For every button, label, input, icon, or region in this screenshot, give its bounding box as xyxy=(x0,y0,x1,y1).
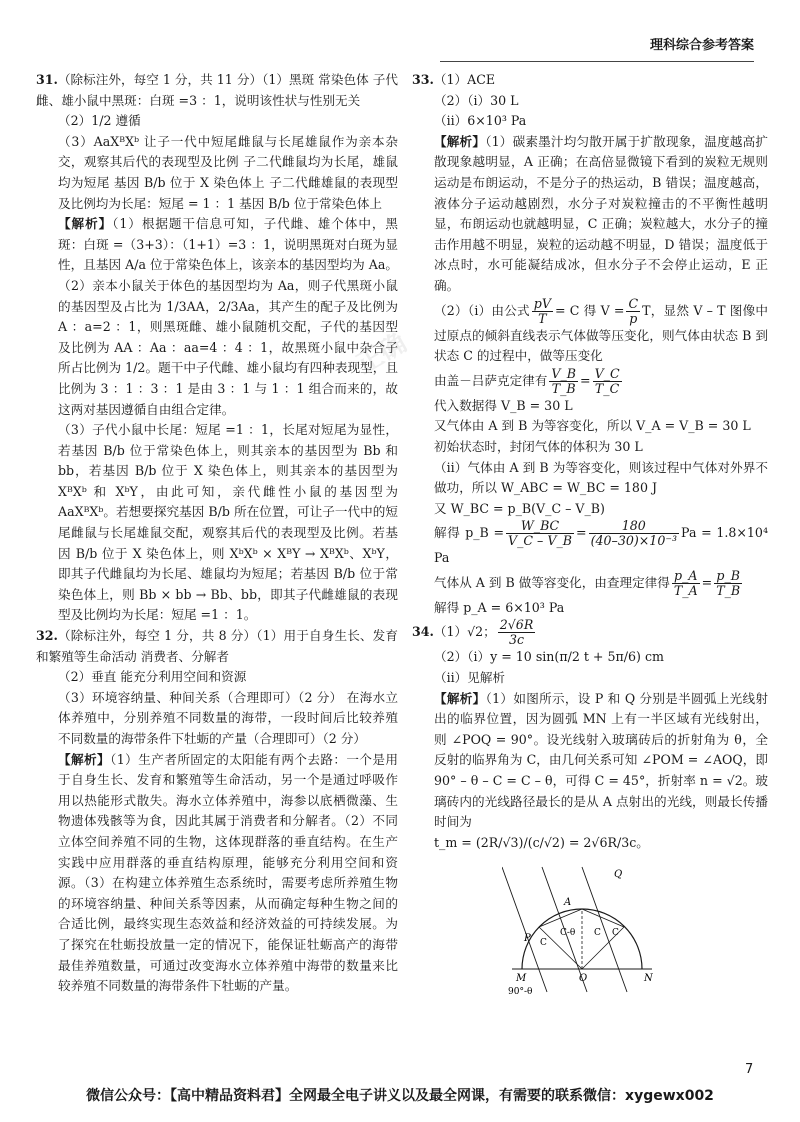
q33-gaylussac: 由盖－吕萨克定律有 $\frac{V\_B}{T\_B}$ = $\frac{V\_C}{T\_C}$ xyxy=(434,365,620,396)
q33-initial: 初始状态时，封闭气体的体积为 30 L xyxy=(434,438,643,454)
footer-notice: 微信公众号：【高中精品资料君】全网最全电子讲义以及最全网课，有需要的联系微信：xygewx002 xyxy=(86,1088,714,1104)
q33-number: 33. xyxy=(412,72,434,87)
label-c1: C xyxy=(594,928,601,939)
q33-ii-3: 解得 p_B = $\frac{W\_BC}{V\_C - V\_B}$ = $\frac{180}{\text{(40–30)×10⁻³}}$ Pa = 1.8×10⁴ Pa xyxy=(434,518,768,566)
label-q: Q xyxy=(614,869,623,881)
analysis-label: 【解析】 xyxy=(58,751,111,767)
q33-ii-5: 解得 p_A = 6×10³ Pa xyxy=(434,599,565,615)
optics-diagram xyxy=(502,857,662,997)
fraction-c-p: $\frac{C}{p}$ xyxy=(628,295,639,326)
q32-line1: 32.（除标注外，每空 1 分，共 8 分）（1）用于自身生长、发育和繁殖等生命活动 消费者、分解者 xyxy=(36,628,398,664)
q31-line2: （2）1/2 遵循 xyxy=(58,113,141,129)
label-c3: C xyxy=(540,938,547,949)
analysis-label: 【解析】 xyxy=(434,133,486,149)
label-p: P xyxy=(524,933,531,945)
q34-line3: （ⅱ）见解析 xyxy=(434,670,506,686)
fraction-2sqrt6r-3c: $\frac{2√6R}{3c}$ xyxy=(499,617,534,648)
fraction-pb-tb: $\frac{p\_B}{T\_B}$ xyxy=(716,567,741,598)
label-c2: C xyxy=(612,928,619,939)
label-90-theta: 90°-θ xyxy=(508,987,533,998)
fraction-vc-tc: $\frac{V\_C}{T\_C}$ xyxy=(594,365,620,396)
label-a: A xyxy=(564,897,572,909)
q33-analysis1: 【解析】（1）碳素墨汁均匀散开属于扩散现象，温度越高扩散现象越明显，A 正确；在高倍显微镜下看到的炭粒无规则运动是布朗运动，不是分子的热运动，B 错误；温度越高，液体分子运动越剧烈，水分子对炭粒撞击的不平衡性越明显，布朗运动也就越明显，C 正确；炭粒越大，水分子的撞击作用越不明显，炭粒的运动越不明显，D 错误；温度低于冰点时，水可能凝结成冰，但水分子不会停止运动，E 正确。 xyxy=(434,133,768,293)
q33-isochoric: 又气体由 A 到 B 为等容变化，所以 V_A = V_B = 30 L xyxy=(434,418,751,434)
q32-line3: （3）环境容纳量、种间关系（合理即可）（2 分） 在海水立体养殖中，分别养殖不同数量的海带，一段时间后比较养殖不同数量的海带条件下牡蛎的产量（合理即可）（2 分） xyxy=(58,689,398,746)
q33-line1: 33.（1）ACE xyxy=(412,72,496,87)
q31-number: 31. xyxy=(36,72,58,87)
label-n: N xyxy=(644,973,653,985)
fraction-pv-t: $\frac{pV}{T}$ xyxy=(533,295,551,326)
label-m: M xyxy=(516,973,527,985)
q33-ii-2: 又 W_BC = p_B(V_C – V_B) xyxy=(434,500,605,516)
fraction-vb-tb: $\frac{V\_B}{T\_B}$ xyxy=(551,365,576,396)
q34-line2: （2）（ⅰ）y = 10 sin(π/2 t + 5π/6) cm xyxy=(434,649,664,665)
q34-analysis1: 【解析】（1）如图所示，设 P 和 Q 分别是半圆弧上光线射出的临界位置，因为圆弧 MN 上有一半区域有光线射出，则 ∠POQ = 90°。设光线射入玻璃砖后的折射角为 θ，全反射的临界角为 C，由几何关系可知 ∠POM = ∠AOQ，即 90° – θ – C = C – θ，可得 C = 45°，折射率 n = √2。玻璃砖内的光线路径最长的是从 A 点射出的光线，则最长传播时间为 xyxy=(434,690,769,830)
q34-line1: 34.（1）√2； $\frac{2√6R}{3c}$ xyxy=(412,617,534,648)
page-number: 7 xyxy=(745,1062,754,1077)
q33-ii-1: （ⅱ）气体由 A 到 B 为等容变化，则该过程中气体对外界不做功，所以 W_ABC = W_BC = 180 J xyxy=(434,459,768,496)
analysis-label: 【解析】 xyxy=(58,216,113,232)
q33-line3: （ⅱ）6×10³ Pa xyxy=(434,113,527,129)
analysis-label: 【解析】 xyxy=(434,690,486,706)
q33-substitute: 代入数据得 V_B = 30 L xyxy=(434,397,573,413)
q31-analysis1: 【解析】（1）根据题干信息可知，子代雌、雄个体中，黑斑：白斑 =（3+3）：（1+1）=3 ：1，说明黑斑对白斑为显性，且基因 A/a 位于常染色体上，该亲本的基因型均为 Aa。（2）亲本小鼠关于体色的基因型均为 Aa，则子代黑斑小鼠的基因型及占比为 1/3AA，2/3Aa，其产生的配子及比例为 A ：a=2 ：1，则黑斑雌、雄小鼠随机交配，子代的基因型及比例为 AA ：Aa ：aa=4 ：4 ：1，故黑斑小鼠中杂合子所占比例为 1/2。题干中子代雌、雄小鼠均有四种表现型，且比例为 3 ：1 ：3 ：1 是由 3 ：1 与 1 ：1 组合而来的，故这两对基因遵循自由组合定律。 xyxy=(58,216,398,417)
page-header: 理科综合参考答案 xyxy=(440,36,754,62)
q33-line2: （2）（ⅰ）30 L xyxy=(434,92,519,108)
q31-line3: （3）AaXᴮXᵇ 让子一代中短尾雌鼠与长尾雄鼠作为亲本杂交，观察其后代的表现型及比例 子二代雌鼠均为长尾，雄鼠均为短尾 基因 B/b 位于 X 染色体上 子二代雌雄鼠的表现型及比例均为长尾：短尾 = 1 ：1 基因 B/b 位于常染色体上 xyxy=(58,133,398,211)
fraction-w-v: $\frac{W\_BC}{V\_C - V\_B}$ xyxy=(508,518,573,549)
q32-analysis1: 【解析】（1）生产者所固定的太阳能有两个去路：一个是用于自身生长、发育和繁殖等生命活动，另一个是通过呼吸作用以热能形式散失。海水立体养殖中，海参以底栖微藻、生物遗体残骸等为食，因此其属于消费者和分解者。（2）不同立体空间养殖不同的生物，这体现群落的垂直结构。在生产实践中应用群落的垂直结构原理，能够充分利用空间和资源。（3）在构建立体养殖生态系统时，需要考虑所养殖生物的环境容纳量、种间关系等因素，从而确定每种生物之间的合适比例，最终实现生态效益和经济效益的可持续发展。为了探究在牡蛎投放量一定的情况下，能保证牡蛎高产的海带最佳养殖数量，可通过改变海水立体养殖中海带的数量来比较养殖不同数量的海带条件下牡蛎的产量。 xyxy=(58,751,398,994)
label-o: O xyxy=(579,973,588,985)
q34-number: 34. xyxy=(412,624,434,640)
q33-analysis2: （2）（ⅰ）由公式 $\frac{pV}{T}$ = C 得 V = $\frac{C}{p}$ T，显然 V – T 图像中过原点的倾斜直线表示气体做等压变化，则气体由状态 B 到状态 C 的过程中，做等压变化 xyxy=(434,295,768,364)
q31-analysis2: （3）子代小鼠中长尾：短尾 =1 ：1，长尾对短尾为显性，若基因 B/b 位于常染色体上，则其亲本的基因型为 Bb 和 bb，若基因 B/b 位于 X 染色体上，则其亲本的基因型为 XᴮXᵇ 和 XᵇY，由此可知，亲代雌性小鼠的基因型为 AaXᴮXᵇ。若想要探究基因 B/b 所在位置，可让子一代中的短尾雌鼠与长尾雄鼠交配，观察其后代的表现型及比例。若基因 B/b 位于 X 染色体上，则 XᵇXᵇ × XᴮY → XᴮXᵇ、XᵇY，即其子代雌鼠均为长尾、雄鼠均为短尾；若基因 B/b 位于常染色体上，则 Bb × bb → Bb、bb，即其子代雌雄鼠的表现型及比例均为长尾：短尾 =1 ：1。 xyxy=(58,422,398,623)
q33-ii-4: 气体从 A 到 B 做等容变化，由查理定律得 $\frac{p\_A}{T\_A}$ = $\frac{p\_B}{T\_B}$ xyxy=(434,567,741,598)
fraction-pa-ta: $\frac{p\_A}{T\_A}$ xyxy=(673,567,698,598)
label-c-theta: C-θ xyxy=(560,928,576,939)
q31-line1: 31.（除标注外，每空 1 分，共 11 分）（1）黑斑 常染色体 子代雌、雄小鼠中黑斑：白斑 =3 ：1，说明该性状与性别无关 xyxy=(36,72,398,108)
q32-line2: （2）垂直 能充分利用空间和资源 xyxy=(58,669,247,685)
q32-number: 32. xyxy=(36,628,58,644)
q34-analysis2: t_m = (2R/√3)/(c/√2) = 2√6R/3c。 xyxy=(434,834,649,850)
left-column xyxy=(36,70,398,997)
fraction-180: $\frac{180}{\text{(40–30)×10⁻³}}$ xyxy=(590,518,678,549)
watermark: 正确 xyxy=(351,328,412,380)
right-column xyxy=(412,70,768,997)
